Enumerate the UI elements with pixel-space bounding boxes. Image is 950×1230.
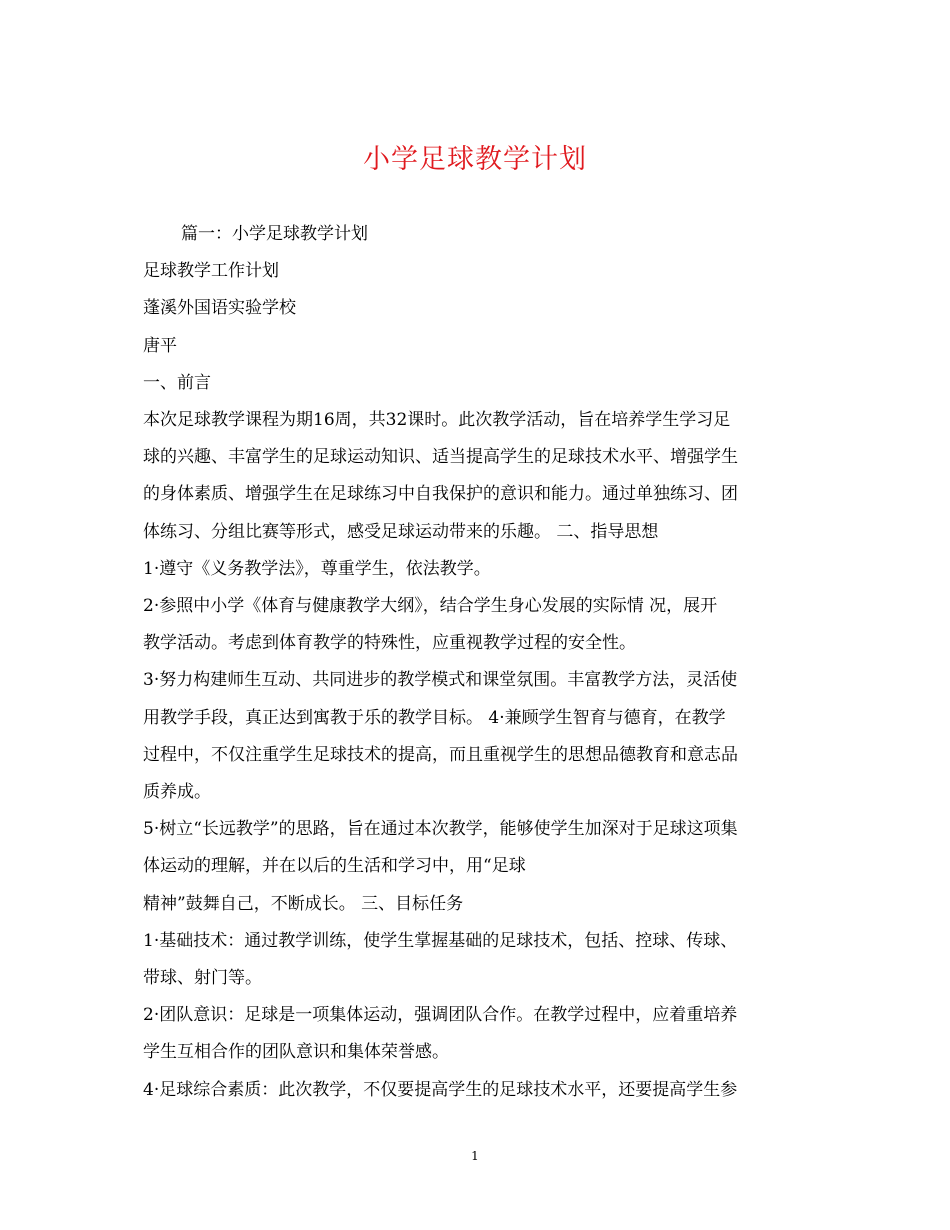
paragraph-line: 4·足球综合素质：此次教学，不仅要提高学生的足球技术水平，还要提高学生参 — [143, 1079, 738, 1100]
paragraph-line: 用教学手段，真正达到寓教于乐的教学目标。 4·兼顾学生智育与德育，在教学 — [143, 707, 726, 728]
paragraph-line: 体练习、分组比赛等形式，感受足球运动带来的乐趣。 二、指导思想 — [143, 521, 659, 542]
paragraph-line: 带球、射门等。 — [143, 968, 262, 989]
paragraph-line: 教学活动。考虑到体育教学的特殊性，应重视教学过程的安全性。 — [143, 633, 636, 654]
paragraph-line: 学生互相合作的团队意识和集体荣誉感。 — [143, 1042, 449, 1063]
heading-preface: 一、前言 — [143, 372, 211, 393]
paragraph-line: 精神”鼓舞自己，不断成长。 三、目标任务 — [143, 893, 464, 914]
paragraph-line: 体运动的理解，并在以后的生活和学习中，用“足球 — [143, 856, 526, 877]
paragraph-line: 本次足球教学课程为期16周，共32课时。此次教学活动，旨在培养学生学习足 — [143, 410, 731, 431]
section-heading: 篇一：小学足球教学计划 — [181, 224, 368, 244]
paragraph-line: 1·基础技术：通过教学训练，使学生掌握基础的足球技术，包括、控球、传球、 — [143, 930, 738, 951]
page-number: 1 — [471, 1149, 479, 1163]
paragraph-line: 2·团队意识：足球是一项集体运动，强调团队合作。在教学过程中，应着重培养 — [143, 1005, 738, 1026]
paragraph-line: 2·参照中小学《体育与健康教学大纲》，结合学生身心发展的实际情 况，展开 — [143, 596, 718, 617]
paragraph-line: 3·努力构建师生互动、共同进步的教学模式和课堂氛围。丰富教学方法，灵活使 — [143, 670, 738, 691]
document-title: 小学足球教学计划 — [363, 144, 587, 175]
paragraph-line: 质养成。 — [143, 782, 211, 803]
plan-title: 足球教学工作计划 — [143, 261, 279, 282]
paragraph-line: 1·遵守《义务教学法》，尊重学生，依法教学。 — [143, 558, 491, 579]
paragraph-line: 球的兴趣、丰富学生的足球运动知识、适当提高学生的足球技术水平、增强学生 — [143, 447, 738, 468]
author-name: 唐平 — [143, 335, 177, 356]
paragraph-line: 过程中，不仅注重学生足球技术的提高，而且重视学生的思想品德教育和意志品 — [143, 744, 738, 765]
school-name: 蓬溪外国语实验学校 — [143, 298, 296, 319]
paragraph-line: 的身体素质、增强学生在足球练习中自我保护的意识和能力。通过单独练习、团 — [143, 484, 738, 505]
paragraph-line: 5·树立“长远教学”的思路，旨在通过本次教学，能够使学生加深对于足球这项集 — [143, 819, 738, 840]
document-body — [143, 216, 808, 1109]
